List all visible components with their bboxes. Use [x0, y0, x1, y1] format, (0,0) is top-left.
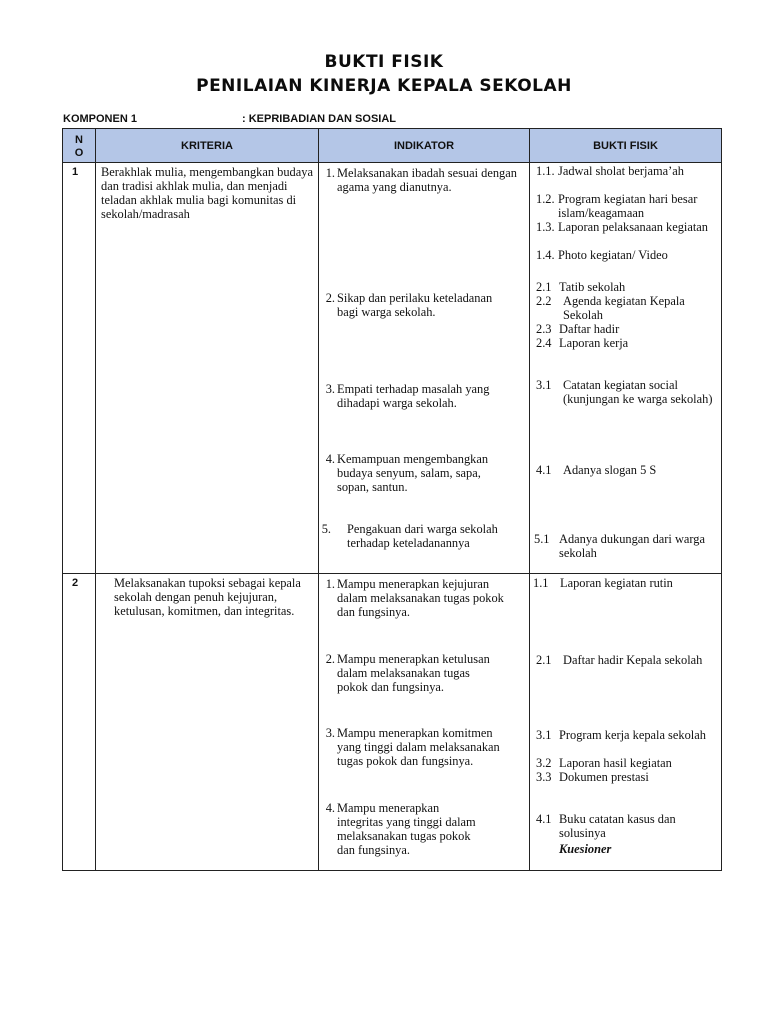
bukti-text: Adanya dukungan dari warga sekolah — [559, 532, 706, 560]
indikator-number: 1. — [325, 166, 335, 180]
bukti-item — [536, 164, 717, 178]
row-number: 2 — [63, 574, 96, 871]
bukti-text: Agenda kegiatan Kepala Sekolah — [563, 294, 685, 322]
bukti-text: Laporan pelaksanaan kegiatan — [558, 220, 708, 234]
bukti-text: Laporan kegiatan rutin — [560, 576, 673, 590]
bukti-item — [559, 842, 717, 856]
komponen-label: KOMPONEN 1 — [63, 113, 137, 125]
indikator-cell — [319, 163, 530, 574]
bukti-item — [536, 812, 717, 840]
indikator-text: Kemampuan mengembangkan budaya senyum, salam, sapa, sopan, santun. — [337, 452, 489, 494]
bukti-number: 3.3 — [536, 770, 552, 784]
kriteria-cell — [96, 574, 319, 871]
indikator-cell — [319, 574, 530, 871]
bukti-item — [536, 322, 717, 336]
indikator-text: Mampu menerapkan integritas yang tinggi dalam melaksanakan tugas pokok dan fungsinya. — [337, 801, 476, 857]
bukti-item — [536, 378, 717, 406]
bukti-text: Daftar hadir Kepala sekolah — [563, 653, 703, 667]
bukti-text: Jadwal sholat berjama’ah — [558, 164, 684, 178]
table-row — [63, 163, 722, 574]
bukti-item — [533, 576, 717, 590]
bukti-number: 2.4 — [536, 336, 552, 350]
bukti-item — [536, 248, 717, 262]
bukti-text: Tatib sekolah — [559, 280, 626, 294]
bukti-item — [536, 280, 717, 294]
indikator-item — [319, 291, 507, 319]
indikator-item — [319, 382, 523, 410]
indikator-item — [319, 726, 519, 768]
bukti-item — [536, 463, 717, 477]
bukti-number: 1.2. — [536, 192, 555, 206]
row-number: 1 — [63, 163, 96, 574]
header-kriteria: KRITERIA — [96, 129, 319, 163]
indikator-text: Melaksanakan ibadah sesuai dengan agama yang dianutnya. — [337, 166, 517, 194]
header-no-line2: O — [74, 146, 84, 159]
header-no-line1: N — [75, 133, 83, 146]
bukti-item — [536, 756, 717, 770]
bukti-item — [536, 220, 717, 234]
indikator-number: 3. — [325, 382, 335, 396]
indikator-item — [319, 522, 499, 550]
indikator-item — [319, 577, 515, 619]
indikator-number: 1. — [325, 577, 335, 591]
header-no — [63, 129, 96, 163]
indikator-number: 3. — [325, 726, 335, 740]
bukti-fisik-cell — [530, 163, 722, 574]
bukti-fisik-table — [62, 128, 722, 871]
indikator-text: Pengakuan dari warga sekolah terhadap keteladanannya — [347, 522, 498, 550]
bukti-text: Laporan hasil kegiatan — [559, 756, 672, 770]
indikator-text: Empati terhadap masalah yang dihadapi warga sekolah. — [337, 382, 490, 410]
bukti-number: 2.1 — [536, 280, 552, 294]
indikator-text: Mampu menerapkan komitmen yang tinggi dalam melaksanakan tugas pokok dan fungsinya. — [337, 726, 500, 768]
indikator-number: 4. — [325, 452, 335, 466]
bukti-item — [536, 336, 717, 350]
document-title: BUKTI FISIK — [324, 52, 444, 72]
document-subtitle: PENILAIAN KINERJA KEPALA SEKOLAH — [196, 76, 572, 96]
bukti-text: Buku catatan kasus dan solusinya — [559, 812, 676, 840]
indikator-item — [319, 652, 493, 694]
bukti-text: Photo kegiatan/ Video — [558, 248, 668, 262]
bukti-number: 4.1 — [536, 463, 552, 477]
indikator-number: 2. — [325, 291, 335, 305]
bukti-number: 5.1 — [534, 532, 550, 546]
header-bukti-fisik: BUKTI FISIK — [530, 129, 722, 163]
kuesioner-text: Kuesioner — [559, 842, 612, 856]
table-row — [63, 574, 722, 871]
bukti-number: 1.4. — [536, 248, 555, 262]
bukti-text: Program kegiatan hari besar islam/keagamaan — [558, 192, 698, 220]
bukti-text: Laporan kerja — [559, 336, 629, 350]
kriteria-text: Berakhlak mulia, mengembangkan budaya dan tradisi akhlak mulia, dan menjadi teladan akhlak mulia bagi komunitas di sekolah/madrasah — [101, 165, 313, 221]
bukti-text: Daftar hadir — [559, 322, 620, 336]
bukti-number: 2.3 — [536, 322, 552, 336]
bukti-text: Catatan kegiatan social (kunjungan ke warga sekolah) — [563, 378, 713, 406]
indikator-item — [319, 801, 485, 857]
bukti-number: 1.1 — [533, 576, 549, 590]
header-indikator: INDIKATOR — [319, 129, 530, 163]
bukti-item — [536, 294, 701, 322]
indikator-number: 5. — [321, 522, 331, 536]
bukti-item — [536, 653, 707, 667]
bukti-item — [536, 192, 717, 220]
indikator-text: Mampu menerapkan kejujuran dalam melaksanakan tugas pokok dan fungsinya. — [337, 577, 504, 619]
indikator-number: 4. — [325, 801, 335, 815]
bukti-number: 1.1. — [536, 164, 555, 178]
indikator-item — [319, 166, 521, 194]
bukti-number: 1.3. — [536, 220, 555, 234]
komponen-value: : KEPRIBADIAN DAN SOSIAL — [242, 113, 397, 125]
bukti-fisik-cell — [530, 574, 722, 871]
kriteria-text: Melaksanakan tupoksi sebagai kepala sekolah dengan penuh kejujuran, ketulusan, komitmen, dan integritas. — [114, 576, 301, 618]
indikator-text: Mampu menerapkan ketulusan dalam melaksanakan tugas pokok dan fungsinya. — [337, 652, 490, 694]
bukti-item — [536, 770, 717, 784]
bukti-number: 3.1 — [536, 378, 552, 392]
bukti-text: Adanya slogan 5 S — [563, 463, 657, 477]
table-header-row — [63, 129, 722, 163]
bukti-item — [534, 532, 707, 560]
indikator-text: Sikap dan perilaku keteladanan bagi warga sekolah. — [337, 291, 493, 319]
bukti-number: 4.1 — [536, 812, 552, 826]
bukti-number: 2.1 — [536, 653, 552, 667]
bukti-text: Dokumen prestasi — [559, 770, 649, 784]
bukti-number: 2.2 — [536, 294, 552, 308]
bukti-number: 3.1 — [536, 728, 552, 742]
bukti-number: 3.2 — [536, 756, 552, 770]
bukti-item — [536, 728, 707, 742]
bukti-text: Program kerja kepala sekolah — [559, 728, 706, 742]
kriteria-cell — [96, 163, 319, 574]
indikator-number: 2. — [325, 652, 335, 666]
indikator-item — [319, 452, 489, 494]
